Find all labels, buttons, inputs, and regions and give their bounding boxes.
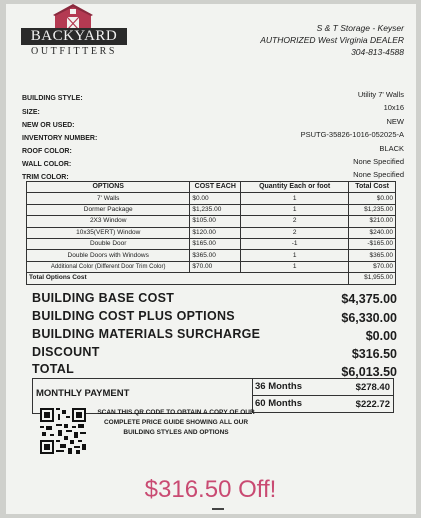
qr-instructions: SCAN THIS QR CODE TO OBTAIN A COPY OF OUR COMPLETE PRICE GUIDE SHOWING ALL OUR BUILDING STYLES AND OPTIONS (97, 409, 255, 436)
table-row (27, 216, 396, 227)
dealer-phone: 304-813-4588 (351, 47, 404, 57)
dealer-info (260, 22, 404, 58)
header-quantity: Quantity Each or foot (241, 182, 349, 193)
term-value: $278.40 (355, 382, 390, 393)
option-qty: 1 (241, 261, 349, 272)
roof-color-label: ROOF COLOR: (22, 148, 72, 155)
handwritten-mark (212, 508, 224, 510)
option-name: 10x35(VERT) Window (27, 227, 190, 238)
option-cost: $120.00 (190, 227, 241, 238)
inventory-number-value: PSUTG-35826-1016-052025-A (300, 130, 404, 139)
header-cost-each: COST EACH (190, 182, 241, 193)
total-value: $6,013.50 (341, 365, 397, 379)
term-label: 36 Months (255, 381, 302, 392)
header-total-cost: Total Cost (349, 182, 396, 193)
wall-color-label: WALL COLOR: (22, 161, 72, 168)
building-style-value: Utility 7' Walls (357, 90, 404, 99)
table-row (27, 261, 396, 272)
options-table-header (27, 182, 396, 193)
dealer-authorized: AUTHORIZED West Virginia DEALER (260, 35, 404, 45)
option-qty: 1 (241, 204, 349, 215)
discount-value: $316.50 (351, 347, 397, 361)
dealer-name: S & T Storage - Keyser (316, 23, 404, 33)
term-value: $222.72 (355, 399, 390, 410)
logo-wordmark-bottom: OUTFITTERS (31, 46, 117, 57)
option-name: Double Doors with Windows (27, 250, 190, 261)
new-or-used-value: NEW (386, 117, 404, 126)
trim-color-value: None Specified (353, 170, 404, 179)
option-name: Additional Color (Different Door Trim Color) (27, 261, 190, 272)
option-qty: 2 (241, 216, 349, 227)
size-value: 10x16 (383, 103, 404, 112)
option-total: $0.00 (349, 193, 396, 204)
option-total: $210.00 (349, 216, 396, 227)
option-qty: 1 (241, 193, 349, 204)
option-cost: $365.00 (190, 250, 241, 261)
trim-color-label: TRIM COLOR: (22, 174, 69, 181)
option-total: $70.00 (349, 261, 396, 272)
building-style-label: BUILDING STYLE: (22, 95, 83, 102)
option-total: $1,235.00 (349, 204, 396, 215)
table-row (27, 193, 396, 204)
option-cost: $105.00 (190, 216, 241, 227)
option-cost: $165.00 (190, 238, 241, 249)
option-qty: -1 (241, 238, 349, 249)
total-label: TOTAL (32, 362, 75, 376)
surcharge-value: $0.00 (365, 329, 397, 343)
option-cost: $70.00 (190, 261, 241, 272)
size-label: SIZE: (22, 109, 40, 116)
cost-plus-options-label: BUILDING COST PLUS OPTIONS (32, 309, 235, 323)
barn-icon (51, 4, 95, 30)
option-qty: 2 (241, 227, 349, 238)
monthly-payment-label: MONTHLY PAYMENT (32, 378, 252, 414)
options-table (26, 181, 396, 285)
backyard-outfitters-logo (21, 4, 127, 58)
total-options-value: $1,955.00 (349, 273, 396, 284)
option-total: $365.00 (349, 250, 396, 261)
option-cost: $1,235.00 (190, 204, 241, 215)
option-cost: $0.00 (190, 193, 241, 204)
term-36-months (252, 378, 394, 396)
option-total: -$165.00 (349, 238, 396, 249)
roof-color-value: BLACK (379, 144, 404, 153)
option-name: Double Door (27, 238, 190, 249)
base-cost-value: $4,375.00 (341, 292, 397, 306)
inventory-number-label: INVENTORY NUMBER: (22, 135, 98, 142)
surcharge-label: BUILDING MATERIALS SURCHARGE (32, 327, 261, 341)
cost-plus-options-value: $6,330.00 (341, 311, 397, 325)
option-total: $240.00 (349, 227, 396, 238)
total-options-label: Total Options Cost (27, 273, 349, 284)
qr-code-icon[interactable] (40, 408, 86, 454)
term-60-months (252, 395, 394, 413)
discount-label: DISCOUNT (32, 345, 100, 359)
option-name: 7' Walls (27, 193, 190, 204)
option-name: Dormer Package (27, 204, 190, 215)
wall-color-value: None Specified (353, 157, 404, 166)
logo-wordmark-top: BACKYARD (21, 28, 127, 45)
table-row (27, 204, 396, 215)
option-name: 2X3 Window (27, 216, 190, 227)
option-qty: 1 (241, 250, 349, 261)
base-cost-label: BUILDING BASE COST (32, 291, 175, 305)
term-label: 60 Months (255, 398, 302, 409)
total-options-row (27, 273, 396, 284)
table-row (27, 238, 396, 249)
header-options: OPTIONS (27, 182, 190, 193)
table-row (27, 227, 396, 238)
new-or-used-label: NEW OR USED: (22, 122, 75, 129)
table-row (27, 250, 396, 261)
promo-discount-text: $316.50 Off! (144, 476, 277, 503)
